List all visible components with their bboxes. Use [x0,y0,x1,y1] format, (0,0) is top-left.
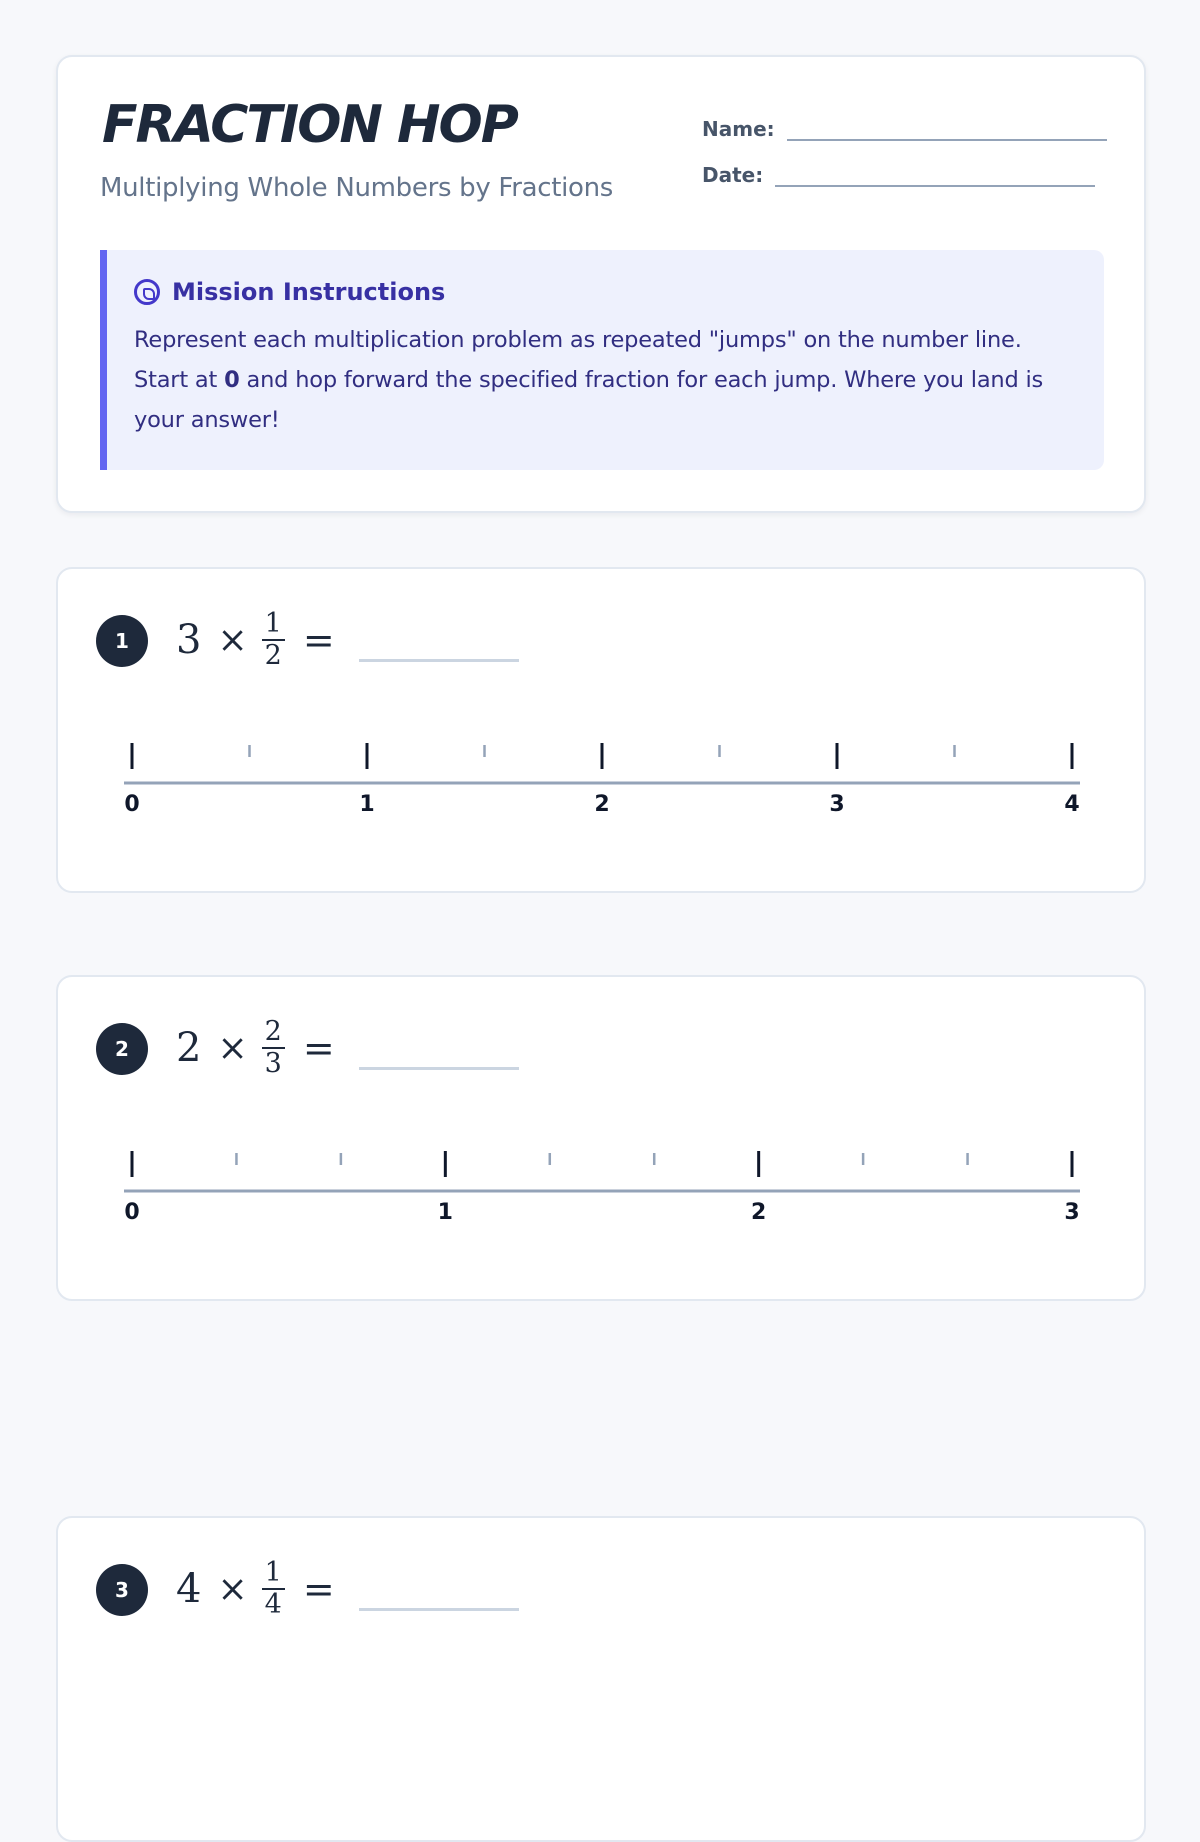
denominator: 3 [262,1047,285,1079]
numerator: 1 [264,608,282,639]
tick-label: 2 [594,792,610,817]
problem-number-badge: 3 [96,1564,148,1616]
whole-number: 4 [176,1566,202,1612]
name-field-row [702,117,1107,141]
instructions-text-part: Represent each multiplication problem as repeated "jumps" on the number line. Start at [134,327,1022,393]
name-field[interactable] [787,119,1107,141]
tick-label: 2 [751,1200,767,1225]
equation [176,1554,519,1624]
date-field[interactable] [775,165,1095,187]
page-title: FRACTION HOP [102,95,517,155]
tick-label: 0 [124,1200,140,1225]
tick-label: 4 [1064,792,1080,817]
compass-icon [134,279,160,305]
denominator: 2 [262,639,285,671]
number-line [58,719,1144,829]
times-sign: × [217,1027,248,1069]
problem-number-badge: 1 [96,615,148,667]
instructions-text-part: and hop forward the specified fraction for each jump. Where you land is your answer! [134,367,1044,433]
equals-sign: = [302,618,335,662]
whole-number: 3 [176,617,202,663]
whole-number: 2 [176,1025,202,1071]
number-line [58,1127,1144,1237]
tick-label: 3 [1064,1200,1080,1225]
date-label: Date: [702,163,764,187]
name-label: Name: [702,117,775,141]
equals-sign: = [302,1567,335,1611]
equals-sign: = [302,1026,335,1070]
numerator: 2 [264,1016,282,1047]
times-sign: × [217,1568,248,1610]
tick-label: 0 [124,792,140,817]
problem-card-1 [56,567,1146,893]
instructions-title: Mission Instructions [172,278,446,306]
fraction [262,1558,285,1620]
fraction [262,609,285,671]
instructions-text-bold: 0 [224,367,240,393]
instructions-text [134,320,1076,440]
tick-label: 3 [829,792,845,817]
problem-number-badge: 2 [96,1023,148,1075]
number-line-svg [58,719,1144,829]
answer-blank[interactable] [359,1568,519,1611]
denominator: 4 [262,1588,285,1620]
worksheet-header [56,55,1146,513]
tick-label: 1 [437,1200,453,1225]
answer-blank[interactable] [359,619,519,662]
times-sign: × [217,619,248,661]
instructions-heading [134,278,1076,306]
answer-blank[interactable] [359,1027,519,1070]
equation [176,605,519,675]
tick-label: 1 [359,792,375,817]
problem-card-2 [56,975,1146,1301]
instructions-box [100,250,1104,470]
date-field-row [702,163,1095,187]
number-line-svg [58,1127,1144,1237]
equation [176,1013,519,1083]
numerator: 1 [264,1557,282,1588]
fraction [262,1017,285,1079]
problem-card-3 [56,1516,1146,1842]
page-subtitle: Multiplying Whole Numbers by Fractions [100,173,614,203]
